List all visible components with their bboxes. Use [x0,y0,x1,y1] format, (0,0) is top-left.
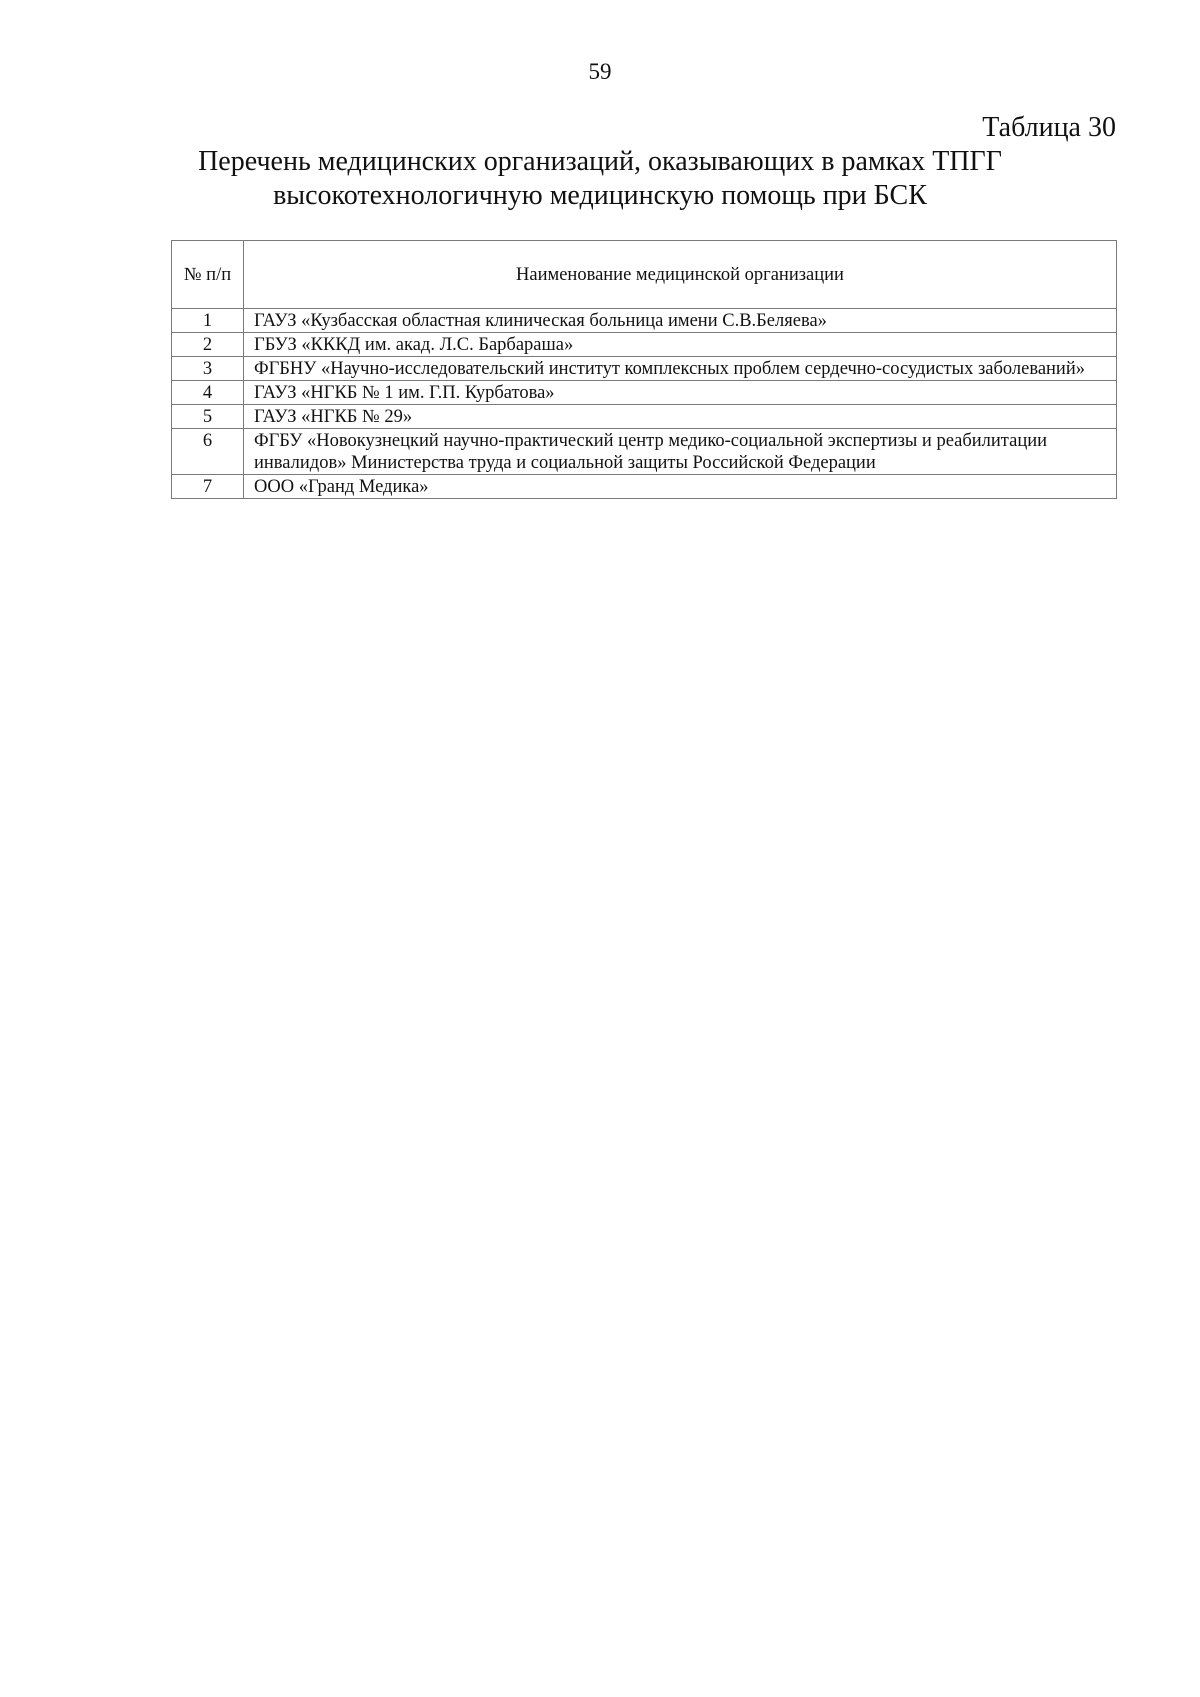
table-title [150,145,1050,213]
row-number: 4 [172,381,244,405]
organization-name: ГБУЗ «КККД им. акад. Л.С. Барбараша» [244,333,1117,357]
page-number: 59 [588,59,612,84]
organization-name: ООО «Гранд Медика» [244,475,1117,499]
table-row [172,309,1117,333]
table-row [172,475,1117,499]
organization-name: ФГБНУ «Научно-исследовательский институт комплексных проблем сердечно-сосудистых заболеваний» [244,357,1117,381]
row-number: 1 [172,309,244,333]
organization-name: ГАУЗ «Кузбасская областная клиническая больница имени С.В.Беляева» [244,309,1117,333]
row-number: 7 [172,475,244,499]
row-number: 6 [172,429,244,475]
table-row [172,405,1117,429]
table-row [172,429,1117,475]
table-label: Таблица 30 [982,112,1116,143]
table-header-row [172,241,1117,309]
organizations-table [171,240,1117,499]
table-row [172,357,1117,381]
row-number: 5 [172,405,244,429]
organization-name: ГАУЗ «НГКБ № 29» [244,405,1117,429]
title-line-2: высокотехнологичную медицинскую помощь при БСК [273,180,927,211]
table-row [172,381,1117,405]
organization-name: ГАУЗ «НГКБ № 1 им. Г.П. Курбатова» [244,381,1117,405]
header-number: № п/п [172,241,244,309]
table-row [172,333,1117,357]
organization-name: ФГБУ «Новокузнецкий научно-практический центр медико-социальной экспертизы и реабилитации инвалидов» Министерства труда и социальной защиты Российской Федерации [244,429,1117,475]
header-organization-name: Наименование медицинской организации [244,241,1117,309]
row-number: 3 [172,357,244,381]
title-line-1: Перечень медицинских организаций, оказывающих в рамках ТПГГ [198,146,1002,177]
row-number: 2 [172,333,244,357]
